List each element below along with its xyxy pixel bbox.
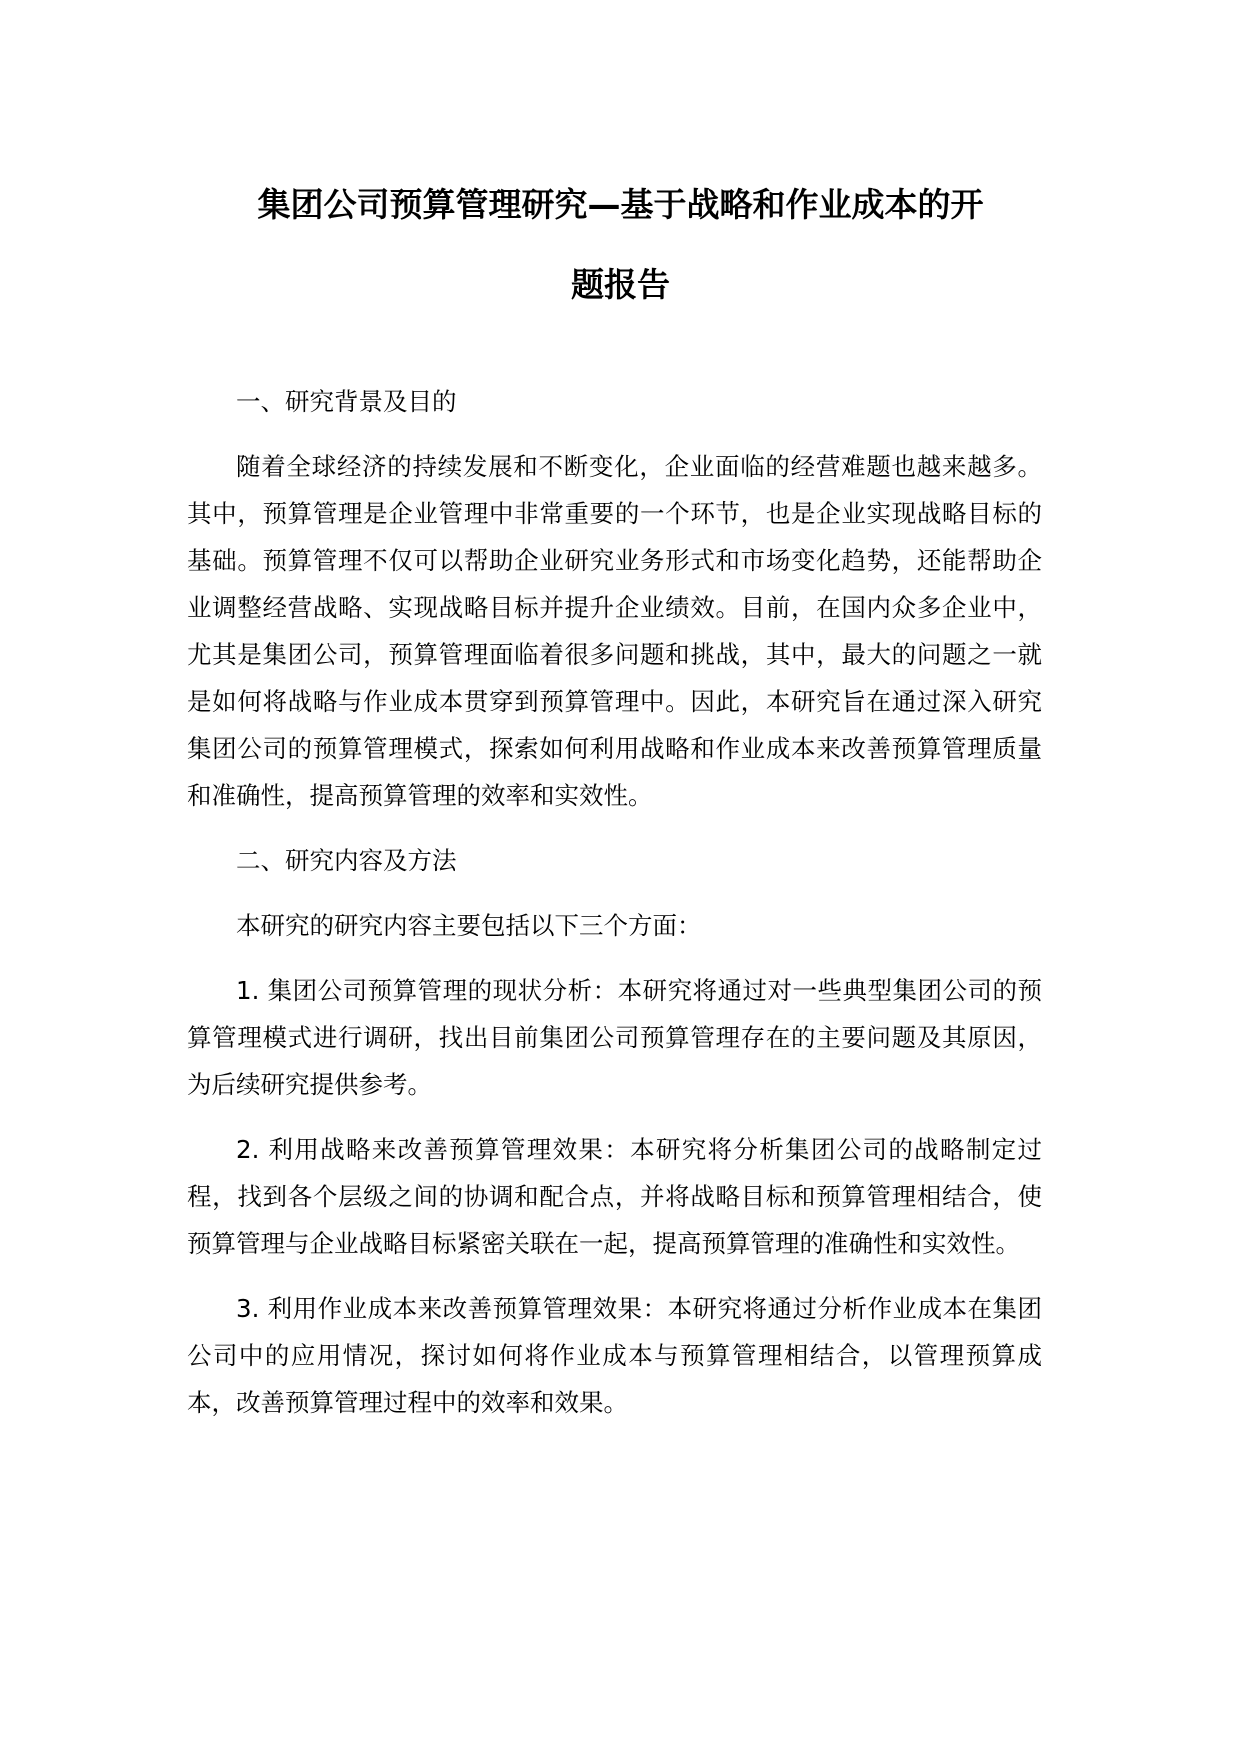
paragraph-methods-intro: 本研究的研究内容主要包括以下三个方面： xyxy=(236,911,702,940)
document-title-line-1: 集团公司预算管理研究—基于战略和作业成本的开 xyxy=(257,185,984,224)
paragraph-item-3: 3. 利用作业成本来改善预算管理效果：本研究将通过分析作业成本在集团公司中的应用情况，探讨如何将作业成本与预算管理相结合，以管理预算成本，改善预算管理过程中的效率和效果。 xyxy=(187,1294,1042,1417)
paragraph-item-2: 2. 利用战略来改善预算管理效果：本研究将分析集团公司的战略制定过程，找到各个层级之间的协调和配合点，并将战略目标和预算管理相结合，使预算管理与企业战略目标紧密关联在一起，提高预算管理的准确性和实效性。 xyxy=(187,1135,1042,1258)
paragraph-background: 随着全球经济的持续发展和不断变化，企业面临的经营难题也越来越多。其中，预算管理是企业管理中非常重要的一个环节，也是企业实现战略目标的基础。预算管理不仅可以帮助企业研究业务形式和市场变化趋势，还能帮助企业调整经营战略、实现战略目标并提升企业绩效。目前，在国内众多企业中，尤其是集团公司，预算管理面临着很多问题和挑战，其中，最大的问题之一就是如何将战略与作业成本贯穿到预算管理中。因此，本研究旨在通过深入研究集团公司的预算管理模式，探索如何利用战略和作业成本来改善预算管理质量和准确性，提高预算管理的效率和实效性。 xyxy=(187,452,1042,810)
document-title-line-2: 题报告 xyxy=(571,265,670,304)
paragraph-item-1: 1. 集团公司预算管理的现状分析：本研究将通过对一些典型集团公司的预算管理模式进行调研，找出目前集团公司预算管理存在的主要问题及其原因，为后续研究提供参考。 xyxy=(187,976,1042,1099)
section-heading-methods: 二、研究内容及方法 xyxy=(236,846,457,875)
document-body xyxy=(187,378,1042,1426)
section-heading-background: 一、研究背景及目的 xyxy=(236,387,457,416)
